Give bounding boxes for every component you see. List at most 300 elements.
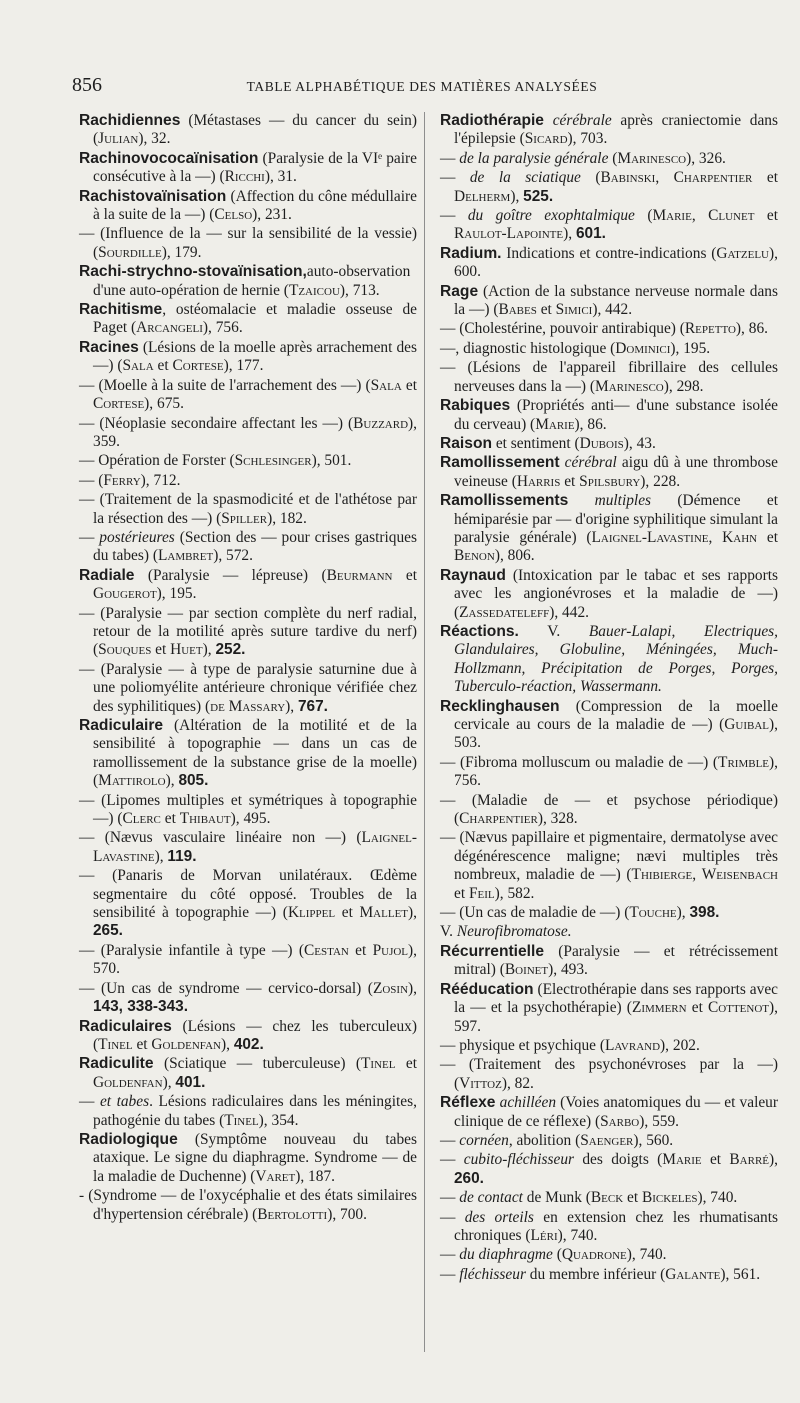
- entry-text: ), 179.: [161, 243, 202, 261]
- entry-text: et: [536, 301, 556, 319]
- entry-text: — (Paralysie infantile à type —) (: [79, 941, 304, 959]
- entry-text: auto-observation d'une auto-opération de hernie (: [93, 263, 411, 299]
- entry-text: ,: [655, 169, 674, 187]
- entry-text: —: [79, 528, 100, 546]
- entry-text: ), 202.: [660, 1036, 700, 1054]
- entry-text: ),: [165, 772, 179, 790]
- index-entry: [440, 1094, 778, 1131]
- entry-text: ), 756.: [202, 319, 243, 337]
- index-entry: [440, 1189, 778, 1207]
- entry-text: ), 597.: [454, 999, 778, 1035]
- entry-text: Marie: [652, 207, 692, 225]
- entry-text: —: [440, 149, 460, 167]
- entry-text: Benon: [454, 547, 495, 565]
- index-entry: [79, 472, 417, 490]
- entry-text: et: [454, 884, 469, 902]
- entry-text: —: [440, 1208, 465, 1226]
- entry-text: Ricchi: [224, 168, 265, 186]
- entry-text: (Intoxication par le tabac et ses rapports avec les angionévroses et la maladie de —) (: [454, 566, 778, 621]
- entry-heading: Radiculaires: [79, 1017, 172, 1035]
- entry-text: —: [440, 169, 470, 187]
- entry-text: ), 86.: [574, 415, 607, 433]
- index-entry: [79, 980, 417, 1017]
- entry-text: 402.: [233, 1035, 264, 1053]
- entry-text: V.: [440, 923, 457, 941]
- entry-text: Simici: [555, 301, 593, 319]
- entry-text: ), 195.: [670, 339, 711, 357]
- entry-text: Beck: [590, 1189, 624, 1207]
- entry-text: ), 328.: [537, 810, 578, 828]
- entry-text: —: [440, 1265, 460, 1283]
- entry-text: ),: [676, 904, 690, 922]
- index-entry: [79, 529, 417, 566]
- entry-text: ), 559.: [639, 1112, 680, 1130]
- entry-heading: Radiculite: [79, 1055, 154, 1073]
- entry-text: (Propriétés anti— d'une substance isolée du cerveau) (: [454, 397, 778, 433]
- entry-text: Bertolotti: [257, 1205, 328, 1223]
- entry-text: Laignel-Lavastine: [93, 829, 417, 865]
- index-entry: [440, 1132, 778, 1150]
- left-column: [79, 112, 417, 1225]
- entry-heading: Radiologique: [79, 1130, 178, 1148]
- entry-text: ), 703.: [567, 130, 608, 148]
- entry-heading: Récurrentielle: [440, 942, 545, 960]
- entry-text: (Symptôme nouveau du tabes ataxique. Le signe du diaphragme. Syndrome — de la maladie de Duchenne) (: [93, 1130, 417, 1185]
- entry-text: Cottenot: [708, 999, 769, 1017]
- entry-text: et: [757, 528, 778, 546]
- entry-text: Marinesco: [595, 377, 664, 395]
- index-entry: [79, 150, 417, 187]
- entry-text: — (Lésions de l'appareil fibrillaire des cellules nerveuses dans la —) (: [440, 359, 778, 395]
- entry-text: ),: [202, 641, 216, 659]
- entry-text: [544, 112, 553, 129]
- entry-text: ), 675.: [144, 395, 184, 413]
- entry-text: Bauer-Lalapi, Electriques, Glandulaires, Globuline, Méningées, Much-Hollzmann, Précipitation de Porges, Porges, Tuberculo-réaction, Wassermann.: [454, 622, 778, 696]
- entry-text: et: [335, 904, 360, 922]
- index-entry: [440, 943, 778, 980]
- entry-text: Arcangeli: [136, 319, 203, 337]
- running-header: [72, 74, 772, 98]
- entry-heading: Rachinovococaïnisation: [79, 149, 259, 167]
- entry-text: ),: [220, 1035, 234, 1053]
- entry-heading: Radiculaire: [79, 717, 164, 734]
- entry-text: ,: [708, 528, 723, 546]
- entry-text: , abolition (: [508, 1131, 581, 1149]
- entry-text: Repetto: [684, 320, 736, 338]
- entry-text: . Lésions radiculaires dans les méningites, pathogénie du tabes (: [93, 1093, 417, 1129]
- entry-text: ),: [285, 697, 298, 715]
- entry-text: — (Cholestérine, pouvoir antirabique) (: [440, 320, 685, 338]
- index-entry: [440, 567, 778, 622]
- entry-text: — (Paralysie — par section complète du nerf radial, retour de la motilité après suture tardive du nerf) (: [79, 604, 417, 659]
- entry-text: Kahn: [722, 528, 758, 546]
- entry-text: (Electrothérapie dans ses rapports avec la — et la psychothérapie) (: [454, 980, 778, 1017]
- entry-text: fléchisseur: [459, 1265, 526, 1283]
- index-entry: [79, 491, 417, 528]
- entry-text: et: [392, 566, 417, 584]
- index-entry: [440, 320, 778, 338]
- entry-text: ),: [408, 904, 417, 922]
- entry-text: — (Paralysie — à type de paralysie saturnine due à une poliomyélite antérieure chronique vérifiée chez des syphilitiques) (: [79, 660, 417, 715]
- entry-text: Babes: [498, 301, 537, 319]
- entry-text: ), 713.: [339, 281, 380, 299]
- entry-text: Sala: [370, 376, 402, 394]
- entry-text: — (Moelle à la suite de l'arrachement des —) (: [79, 376, 371, 394]
- entry-text: Tinel: [361, 1055, 396, 1073]
- entry-text: postérieures: [99, 528, 175, 546]
- entry-text: Clerc: [122, 810, 161, 828]
- entry-text: ), 740.: [557, 1226, 598, 1244]
- entry-text: et sentiment (: [492, 434, 580, 452]
- index-entry: [440, 492, 778, 566]
- entry-text: Beurmann: [326, 566, 393, 584]
- index-entry: [79, 452, 417, 470]
- entry-text: — (Maladie de — et psychose périodique) (: [440, 791, 778, 828]
- entry-text: ), 298.: [663, 377, 704, 395]
- entry-text: ),: [162, 1073, 176, 1091]
- index-entry: [79, 792, 417, 829]
- index-entry: [79, 225, 417, 262]
- entry-text: (Métastases — du cancer du sein) (: [93, 112, 417, 148]
- entry-heading: Racines: [79, 338, 139, 356]
- entry-text: Cestan: [304, 941, 349, 959]
- entry-text: Feil: [468, 884, 495, 902]
- entry-text: ), 806.: [494, 547, 535, 565]
- entry-text: ),: [563, 225, 576, 243]
- index-entry: [440, 207, 778, 244]
- entry-text: et: [160, 810, 180, 828]
- entry-heading: Réflexe: [440, 1094, 496, 1112]
- entry-text: —: [79, 1093, 100, 1111]
- index-entry: [440, 698, 778, 753]
- entry-text: Léri: [530, 1226, 558, 1244]
- entry-text: Schlesinger: [234, 452, 312, 470]
- entry-text: après craniectomie dans l'épilepsie (: [454, 112, 778, 148]
- entry-text: Bickeles: [641, 1189, 698, 1207]
- entry-text: ), 32.: [138, 130, 171, 148]
- entry-text: (Voies anatomiques du — et valeur clinique de ce réflexe) (: [454, 1094, 778, 1130]
- entry-text: (Paralysie de la VIᵉ paire consécutive à la —) (: [93, 149, 417, 186]
- entry-text: —: [440, 1189, 460, 1207]
- entry-text: Sarbo: [600, 1112, 640, 1130]
- entry-text: ), 177.: [223, 357, 264, 375]
- index-entry: [440, 340, 778, 358]
- entry-heading: Raison: [440, 434, 492, 452]
- entry-text: Thibierge: [631, 866, 693, 884]
- index-entry: [79, 1093, 417, 1130]
- entry-text: Ferry: [103, 471, 141, 489]
- index-entry: [440, 754, 778, 791]
- entry-text: Indications et contre-indications (: [501, 244, 717, 262]
- entry-text: — (: [79, 471, 104, 489]
- entry-text: ), 86.: [735, 320, 768, 338]
- entry-text: ),: [408, 979, 417, 997]
- entry-text: Charpentier: [673, 169, 753, 187]
- entry-text: Spiller: [221, 509, 268, 527]
- entry-text: achilléen: [499, 1094, 557, 1112]
- entry-heading: Rééducation: [440, 980, 534, 998]
- entry-text: — Opération de Forster (: [79, 452, 235, 470]
- entry-text: ), 600.: [454, 244, 778, 281]
- entry-text: Souques: [98, 641, 152, 659]
- entry-text: Buzzard: [353, 414, 409, 432]
- entry-text: Goldenfan: [151, 1035, 221, 1053]
- entry-text: —, diagnostic histologique (: [440, 339, 616, 357]
- entry-text: ), 82.: [501, 1074, 534, 1092]
- entry-text: ),: [154, 847, 168, 865]
- index-entry: [440, 454, 778, 491]
- entry-text: ),: [769, 1151, 779, 1169]
- entry-text: 767.: [297, 697, 328, 715]
- entry-text: ), 756.: [454, 753, 778, 790]
- entry-text: Lambret: [157, 547, 214, 565]
- entry-text: ), 740.: [626, 1246, 667, 1264]
- index-entry: [79, 301, 417, 338]
- entry-text: ), 231.: [252, 206, 292, 224]
- entry-text: Tzaicou: [288, 281, 340, 299]
- entry-text: Mallet: [359, 904, 409, 922]
- index-entry: [440, 1151, 778, 1188]
- entry-text: (Affection du cône médullaire à la suite de la —) (: [93, 187, 417, 224]
- entry-text: Mattirolo: [98, 772, 166, 790]
- entry-text: (Lésions de la moelle après arrachement des —) (: [93, 338, 417, 375]
- entry-text: et: [132, 1035, 152, 1053]
- entry-text: ), 700.: [327, 1205, 367, 1223]
- entry-text: cubito-fléchisseur: [463, 1151, 575, 1169]
- index-entry: [440, 169, 778, 206]
- entry-text: et: [701, 1151, 730, 1169]
- entry-text: Celso: [214, 206, 253, 224]
- entry-text: — (Traitement de la spasmodicité et de l'athétose par la résection des —) (: [79, 491, 417, 527]
- entry-text: Harris: [516, 472, 561, 490]
- entry-text: —: [440, 1151, 464, 1169]
- entry-text: Pujol: [372, 941, 409, 959]
- entry-text: de la paralysie générale: [459, 149, 609, 167]
- entry-text: (Lésions — chez les tuberculeux) (: [93, 1017, 417, 1053]
- entry-text: aigu dû à une thrombose veineuse (: [454, 454, 778, 490]
- entry-heading: Rachistovaïnisation: [79, 187, 227, 205]
- entry-text: Zimmern: [631, 999, 687, 1017]
- entry-text: (Paralysie — lépreuse) (: [134, 566, 327, 584]
- entry-text: (Démence et hémiparésie par — d'origine syphilitique simulant la paralysie générale) (: [454, 492, 778, 546]
- entry-text: ), 442.: [592, 301, 633, 319]
- entry-text: — (Lipomes multiples et symétriques à topographie —) (: [79, 791, 417, 828]
- entry-text: Cortese: [93, 395, 145, 413]
- entry-text: Marie: [535, 415, 575, 433]
- entry-heading: Rachi-strychno-stovaïnisation,: [79, 263, 307, 281]
- entry-text: 398.: [689, 904, 720, 922]
- entry-text: (: [608, 149, 618, 167]
- running-title: TABLE ALPHABÉTIQUE DES MATIÈRES ANALYSÉES: [246, 79, 598, 94]
- entry-text: — (Influence de la — sur la sensibilité de la vessie) (: [79, 225, 417, 261]
- entry-text: multiples: [594, 492, 652, 510]
- entry-text: Sicard: [524, 130, 568, 148]
- entry-text: 601.: [575, 225, 606, 243]
- entry-text: du diaphragme: [459, 1246, 553, 1264]
- entry-text: ), 503.: [454, 716, 778, 752]
- entry-text: ), 561.: [720, 1265, 761, 1283]
- entry-text: ), 31.: [264, 168, 297, 186]
- entry-text: et tabes: [99, 1093, 150, 1111]
- entry-text: Boinet: [504, 961, 549, 979]
- entry-text: et: [754, 207, 778, 225]
- entry-text: Marie: [662, 1151, 702, 1169]
- entry-text: (Section des — pour crises gastriques du tabes) (: [93, 528, 417, 565]
- entry-text: Thibaut: [179, 810, 231, 828]
- index-entry: [79, 942, 417, 979]
- entry-text: — (Néoplasie secondaire affectant les —) (: [79, 414, 354, 432]
- entry-text: — (Traitement des psychonévroses par la —) (: [440, 1056, 778, 1092]
- entry-text: [568, 492, 594, 509]
- entry-text: — physique et psychique (: [440, 1036, 605, 1054]
- entry-text: Varet: [255, 1167, 296, 1185]
- entry-text: et: [153, 357, 173, 375]
- entry-text: ), 740.: [697, 1189, 738, 1207]
- entry-text: des orteils: [464, 1208, 534, 1226]
- entry-text: ,: [692, 866, 702, 884]
- entry-text: et: [151, 641, 171, 659]
- index-entry: [440, 1246, 778, 1264]
- index-entry: [440, 397, 778, 434]
- entry-text: Weisenbach: [701, 866, 778, 884]
- index-entry: [440, 829, 778, 903]
- entry-text: 252.: [215, 641, 246, 659]
- entry-text: Babinski: [600, 169, 656, 187]
- entry-text: ), 495.: [230, 810, 271, 828]
- entry-heading: Réactions.: [440, 622, 519, 640]
- entry-text: ), 442.: [549, 603, 589, 621]
- entry-text: Sala: [122, 357, 154, 375]
- entry-text: et: [395, 1055, 417, 1073]
- index-entry: [79, 415, 417, 452]
- entry-heading: Radiale: [79, 566, 135, 584]
- index-entry: [79, 1055, 417, 1092]
- entry-text: 143, 338-343.: [93, 998, 188, 1016]
- entry-text: ), 493.: [548, 961, 588, 979]
- entry-text: Laignel-Lavastine: [591, 528, 709, 546]
- entry-text: Gatzelu: [716, 244, 770, 262]
- entry-text: — (Fibroma molluscum ou maladie de —) (: [440, 753, 719, 771]
- index-entry: [79, 567, 417, 604]
- entry-text: 260.: [454, 1169, 484, 1187]
- entry-text: Quadrone: [561, 1246, 627, 1264]
- entry-text: cérébrale: [552, 112, 612, 129]
- entry-text: et: [560, 472, 580, 490]
- entry-text: de la sciatique: [469, 169, 581, 187]
- entry-text: — (Panaris de Morvan unilatéraux. Œdème segmentaire du côté opposé. Troubles de la sensibilité à topographie —) (: [79, 867, 417, 922]
- index-entry: [440, 435, 778, 453]
- entry-heading: Radium.: [440, 244, 502, 262]
- entry-text: — (Nævus papillaire et pigmentaire, dermatolyse avec dégénérescence maligne; nævi multiples très nombreux, maladie de —) (: [440, 829, 778, 884]
- index-entry: [79, 188, 417, 225]
- entry-text: ), 359.: [93, 414, 417, 450]
- entry-text: —: [440, 1246, 460, 1264]
- index-entry: [440, 1056, 778, 1093]
- entry-text: Vittoz: [459, 1074, 502, 1092]
- entry-text: Sourdille: [98, 243, 162, 261]
- index-entry: [79, 717, 417, 791]
- entry-text: ), 187.: [295, 1167, 335, 1185]
- entry-text: ), 354.: [258, 1111, 299, 1129]
- entry-text: Marinesco: [617, 149, 687, 167]
- entry-text: des doigts (: [574, 1151, 663, 1169]
- entry-heading: Ramollissement: [440, 454, 560, 472]
- index-entry: [440, 283, 778, 320]
- index-entry: [79, 263, 417, 300]
- entry-heading: Recklinghausen: [440, 697, 560, 715]
- entry-text: Dominici: [615, 339, 671, 357]
- entry-text: Tinel: [98, 1035, 133, 1053]
- entry-text: Gougerot: [93, 585, 157, 603]
- entry-text: ), 195.: [156, 585, 197, 603]
- entry-text: 119.: [167, 847, 197, 865]
- entry-text: Trimble: [718, 753, 770, 771]
- index-entry: [79, 867, 417, 941]
- entry-text: , ostéomalacie et maladie osseuse de Paget (: [93, 301, 417, 337]
- entry-text: Guibal: [724, 716, 770, 733]
- entry-text: ), 182.: [267, 509, 307, 527]
- entry-text: ), 228.: [640, 472, 681, 490]
- entry-text: ), 501.: [311, 452, 352, 470]
- entry-heading: Rachitisme: [79, 301, 163, 319]
- entry-heading: Rage: [440, 282, 479, 300]
- entry-text: (: [634, 207, 653, 225]
- entry-text: 525.: [523, 187, 554, 205]
- entry-text: Dubois: [579, 434, 624, 452]
- index-entry: [79, 112, 417, 149]
- index-entry: [79, 339, 417, 376]
- entry-text: Julian: [98, 130, 139, 148]
- index-entry: [440, 792, 778, 829]
- entry-text: de Massary: [210, 697, 286, 715]
- right-column: [440, 112, 778, 1285]
- entry-heading: Radiothérapie: [440, 112, 544, 129]
- entry-text: — (Un cas de syndrome — cervico-dorsal) (: [79, 979, 373, 997]
- index-entry: [440, 623, 778, 697]
- page-number: 856: [72, 74, 102, 96]
- entry-text: ), 326.: [686, 149, 726, 167]
- entry-text: Zosin: [372, 979, 409, 997]
- entry-text: Saenger: [580, 1131, 634, 1149]
- index-entry: [440, 923, 778, 941]
- entry-text: ,: [691, 207, 709, 225]
- entry-text: —: [440, 207, 468, 225]
- entry-text: Spilsbury: [579, 472, 641, 490]
- entry-text: Goldenfan: [93, 1073, 163, 1091]
- index-entry: [440, 904, 778, 922]
- entry-text: et: [401, 376, 417, 394]
- entry-text: (: [580, 169, 601, 187]
- entry-text: et: [686, 999, 709, 1017]
- entry-text: et: [752, 169, 778, 187]
- entry-text: Lavrand: [605, 1036, 661, 1054]
- entry-text: ), 560.: [633, 1131, 674, 1149]
- entry-text: Barré: [729, 1151, 770, 1169]
- entry-text: (Altération de la motilité et de la sensibilité à topographie — dans un cas de ramollissement de la substance grise de la moelle) (: [93, 717, 417, 790]
- index-entry: [79, 661, 417, 716]
- index-entry: [440, 245, 778, 282]
- entry-heading: Raynaud: [440, 566, 506, 584]
- entry-text: Touche: [629, 904, 677, 922]
- index-entry: [440, 359, 778, 396]
- entry-text: (Paralysie — et rétrécissement mitral) (: [454, 942, 778, 979]
- entry-text: ), 582.: [494, 884, 535, 902]
- index-entry: [79, 377, 417, 414]
- index-entry: [79, 1131, 417, 1186]
- entry-text: en extension chez les rhumatisants chroniques (: [454, 1208, 778, 1244]
- entry-text: (: [552, 1246, 562, 1264]
- entry-text: V.: [518, 622, 589, 640]
